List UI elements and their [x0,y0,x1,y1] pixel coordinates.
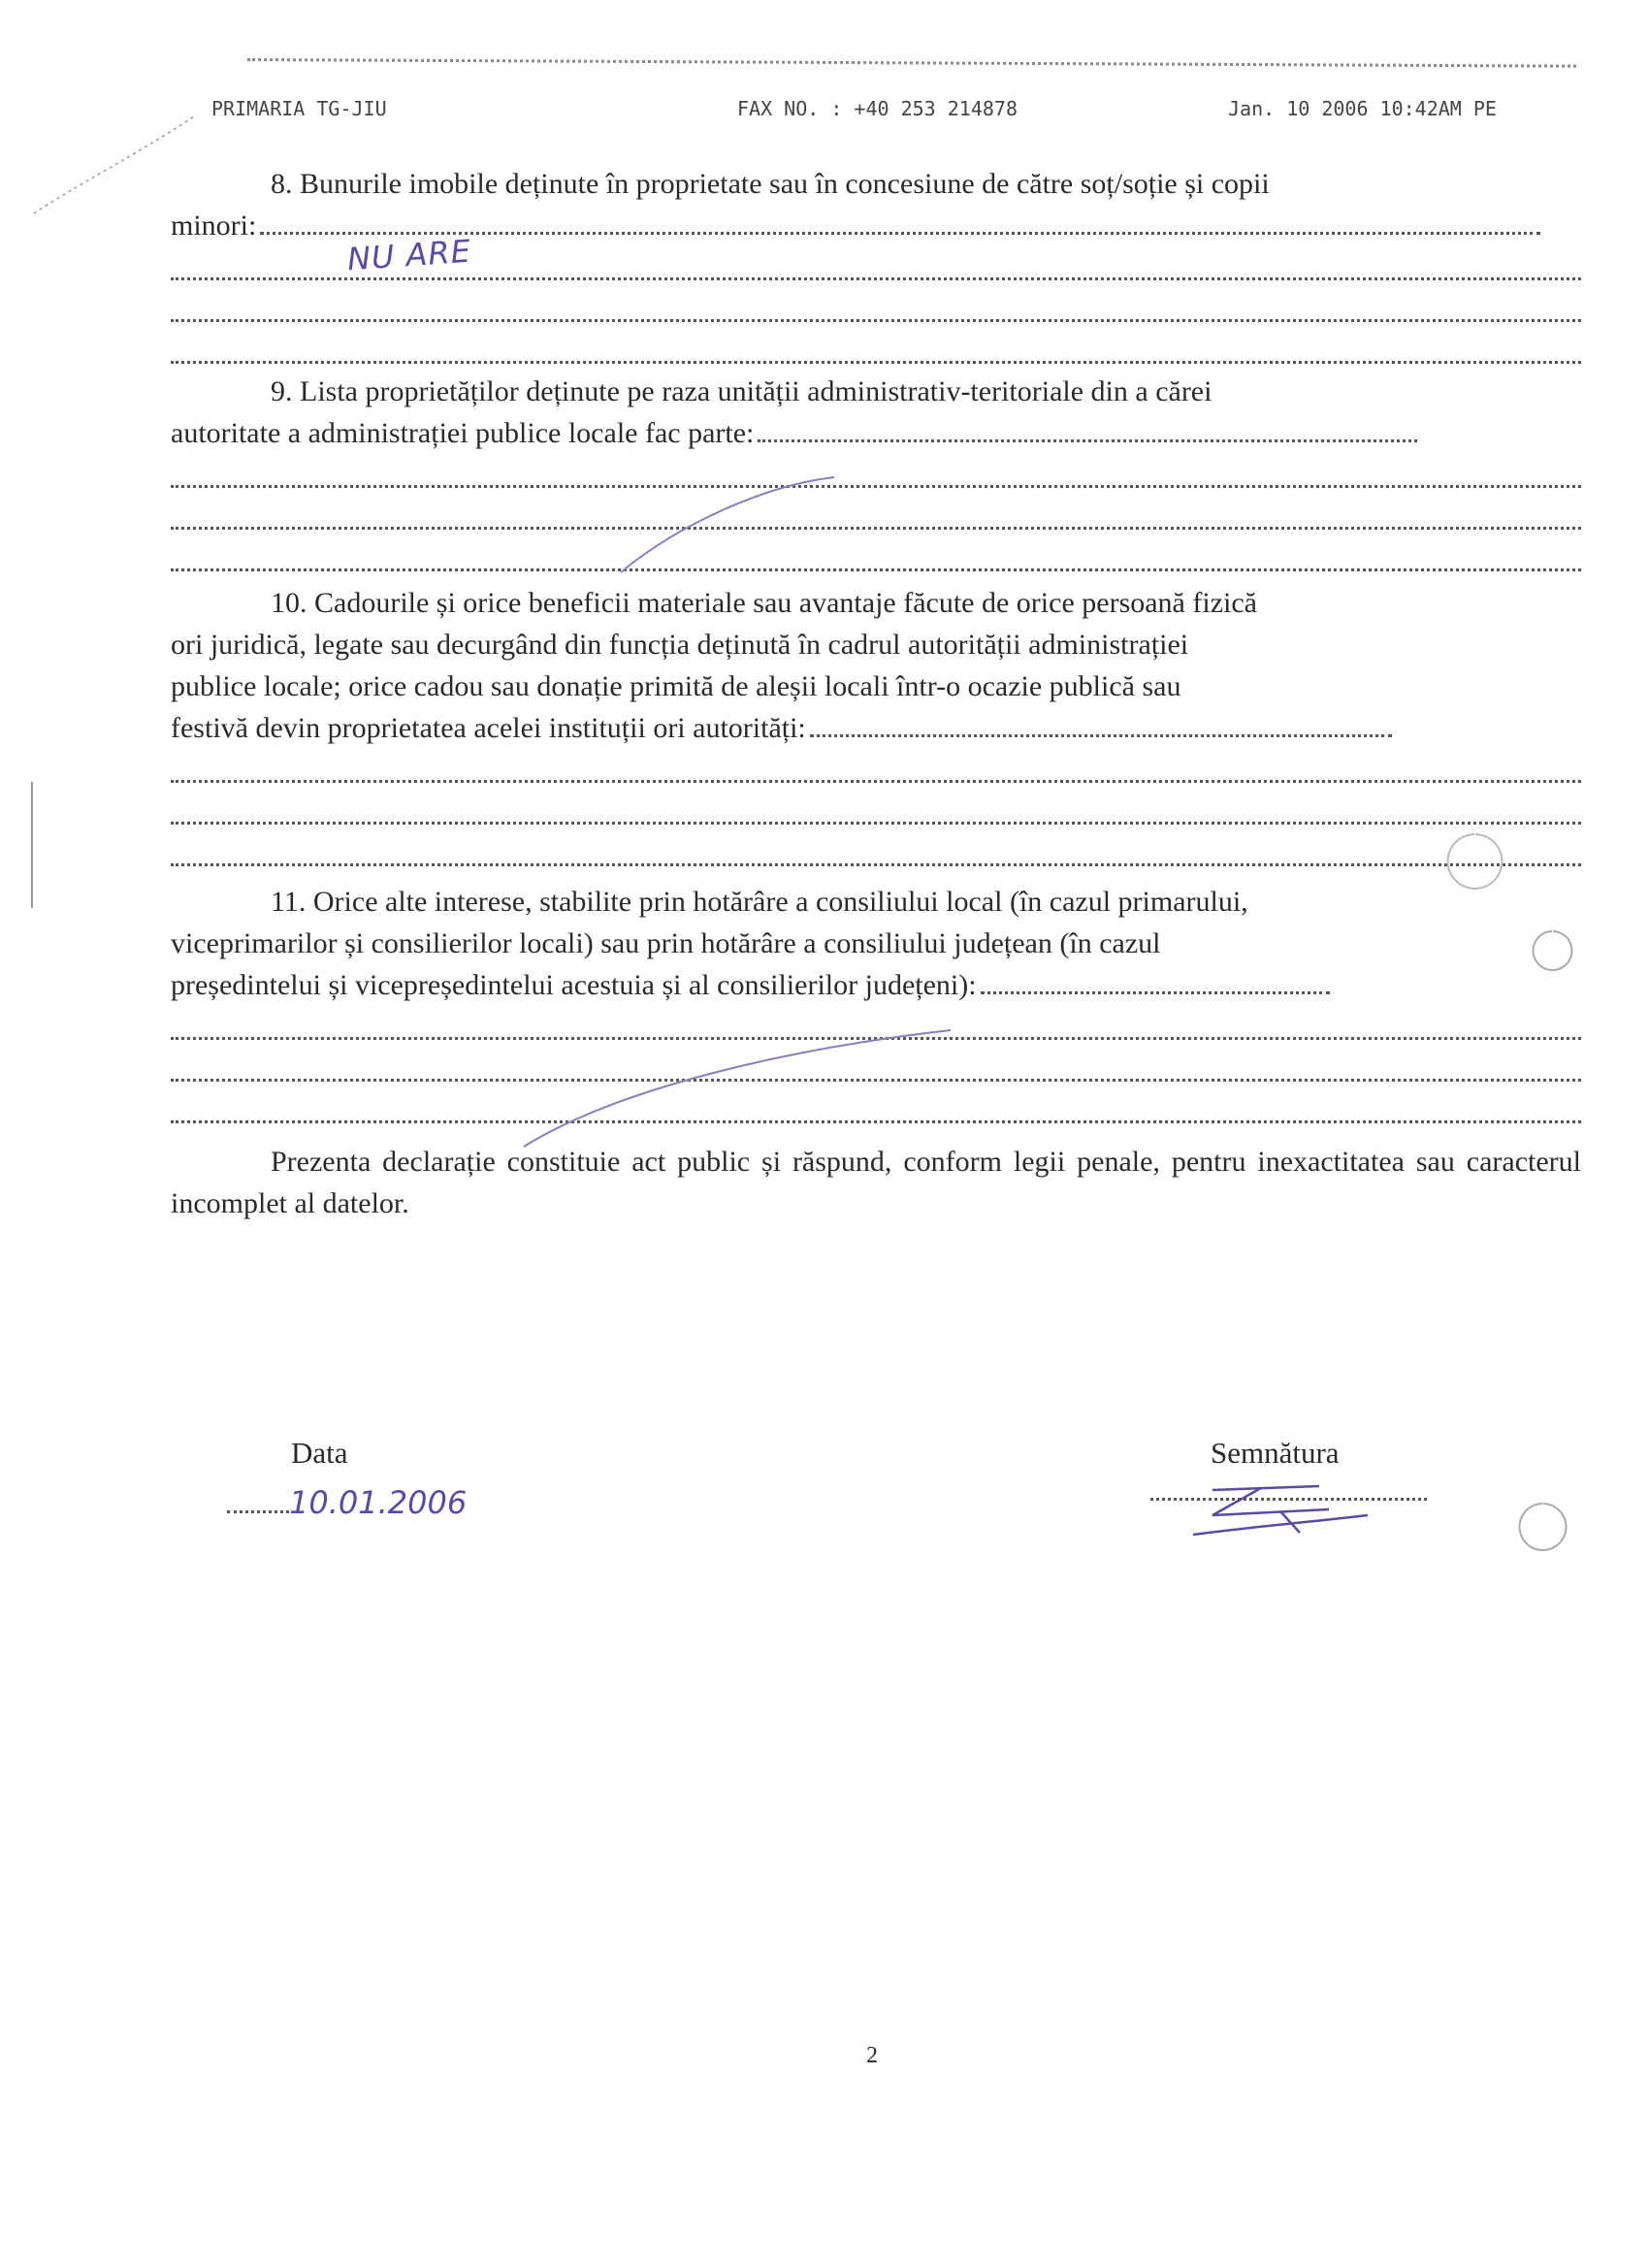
punch-hole [1448,834,1503,889]
punch-hole [1520,1504,1567,1550]
section-11-line-1: 11. Orice alte interese, stabilite prin hotărâre a consiliului local (în cazul primarului, [271,886,1248,918]
handwritten-answer-8: NU ARE [345,232,473,278]
strike-line-11 [524,1030,951,1147]
section-10-line-3: publice locale; orice cadou sau donație primită de aleșii locali într-o ocazie publică sau [171,670,1181,702]
section-9-line-1: 9. Lista proprietăților deținute pe raza unității administrativ-teritoriale din a cărei [271,375,1212,407]
punch-hole [1533,931,1571,970]
section-8-label: minori: [171,210,257,242]
signature-label: Semnătura [1211,1436,1340,1470]
date-field [227,1484,467,1521]
fax-timestamp: Jan. 10 2006 10:42AM PE [1228,97,1497,120]
date-dots [227,1510,289,1513]
section-10-label: festivă devin proprietatea acelei instituții ori autorități: [171,712,806,744]
section-11-label: președintelui și vicepreședintelui acestuia și al consilierilor județeni): [171,969,977,1001]
strike-line-9 [621,477,834,572]
date-label: Data [291,1436,348,1470]
section-11-line-2: viceprimarilor și consilierilor locali) sau prin hotărâre a consiliului județean (în cazul [171,927,1161,959]
closing-statement: Prezenta declarație constituie act public și răspund, conform legii penale, pentru inexactitatea sau caracterul incomplet al datelor. [171,1146,1581,1219]
page-number: 2 [866,2043,878,2068]
margin-mark [31,782,33,908]
fax-number: FAX NO. : +40 253 214878 [737,97,1018,120]
section-10-line-1: 10. Cadourile și orice beneficii materiale sau avantaje făcute de orice persoană fizică [271,587,1257,619]
signature [1174,1467,1406,1544]
section-9-label: autoritate a administrației publice locale fac parte: [171,417,755,449]
scan-artifact [34,116,194,213]
date-value: 10.01.2006 [289,1484,468,1521]
section-10-line-2: ori juridică, legate sau decurgând din funcția deținută în cadrul autorității administrației [171,629,1189,661]
fax-sender: PRIMARIA TG-JIU [211,97,387,120]
section-8-line-1: 8. Bunurile imobile deținute în proprietate sau în concesiune de către soț/soție și copii [271,168,1270,200]
